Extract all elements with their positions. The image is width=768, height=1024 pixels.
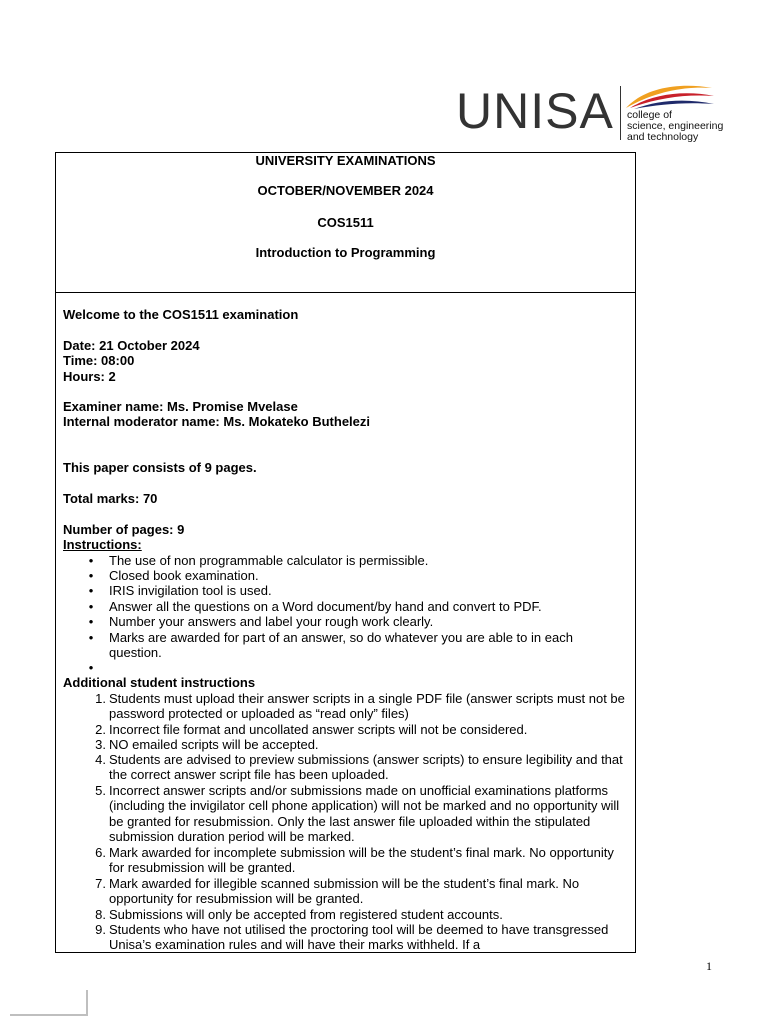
exam-hours: Hours: 2 (63, 369, 116, 384)
logo-tagline (627, 110, 723, 143)
flame-icon (624, 82, 716, 110)
logo-tagline-line: science, engineering (627, 120, 724, 132)
exam-date: Date: 21 October 2024 (63, 338, 200, 353)
total-marks: Total marks: 70 (63, 491, 158, 506)
logo-divider (620, 86, 621, 140)
exam-header-line: OCTOBER/NOVEMBER 2024 (257, 183, 434, 198)
number-of-pages: Number of pages: 9 (63, 522, 185, 537)
unisa-logo (454, 82, 724, 144)
exam-header-line: UNIVERSITY EXAMINATIONS (255, 153, 436, 168)
logo-wordmark: UNISA (456, 83, 614, 139)
exam-header-line: Introduction to Programming (255, 245, 436, 260)
additional-heading: Additional student instructions (63, 675, 256, 690)
page-corner-mark (10, 990, 88, 1016)
examiner-name: Examiner name: Ms. Promise Mvelase (63, 399, 298, 414)
exam-cover-frame: UNIVERSITY EXAMINATIONS OCTOBER/NOVEMBER 2024 COS1511 Introduction to Programming Welcome to the COS1511 examination Date: 21 October 2024 Time: 08:00 Hours: 2 Examiner name: Ms. Promise Mvelase Internal moderator name: Ms. Mokateko Buthelezi This paper consists of 9 pages. Total marks: 70 Number of pages: 9 Instructions: • The use of non programmable calculator is permissible. • Closed book examination. • IRIS invigilation tool is used. • Answer all the questions on a Word document/by hand and convert to PDF. • Number your answers and label your rough work clearly. • Marks are awarded for part of an answer, so do whatever you are able to in each question. • Additional student instructions 1. Students must upload their answer scripts in a single PDF file (answer scripts must not be password protected or uploaded as “read only” files) 2. Incorrect file format and uncollated answer scripts will not be considered. 3. NO emailed scripts will be accepted. 4. Students are advised to preview submissions (answer scripts) to ensure legibility and that the correct answer script file has been uploaded. 5. Incorrect answer scripts and/or submissions made on unofficial examinations platforms (including the invigilator cell phone application) will not be marked and no opportunity will be granted for resubmission. Only the last answer file uploaded within the stipulated submission duration period will be marked. 6. Mark awarded for incomplete submission will be the student’s final mark. No opportunity for resubmission will be granted. 7. Mark awarded for illegible scanned submission will be the student’s final mark. No opportunity for resubmission will be granted. 8. Submissions will only be accepted from registered student accounts. 9. Students who have not utilised the proctoring tool will be deemed to have transgressed Unisa’s examination rules and will have their marks withheld. If a (55, 152, 636, 953)
logo-tagline-line: college of (627, 109, 672, 121)
exam-time: Time: 08:00 (63, 353, 135, 368)
logo-tagline-line: and technology (627, 131, 699, 143)
instructions-heading: Instructions: (63, 537, 142, 552)
moderator-name: Internal moderator name: Ms. Mokateko Buthelezi (63, 414, 371, 429)
welcome-text: Welcome to the COS1511 examination (63, 307, 299, 322)
exam-header-line: COS1511 (317, 215, 374, 230)
pages-note: This paper consists of 9 pages. (63, 460, 257, 475)
exam-header (56, 153, 635, 293)
page-number: 1 (706, 959, 712, 973)
